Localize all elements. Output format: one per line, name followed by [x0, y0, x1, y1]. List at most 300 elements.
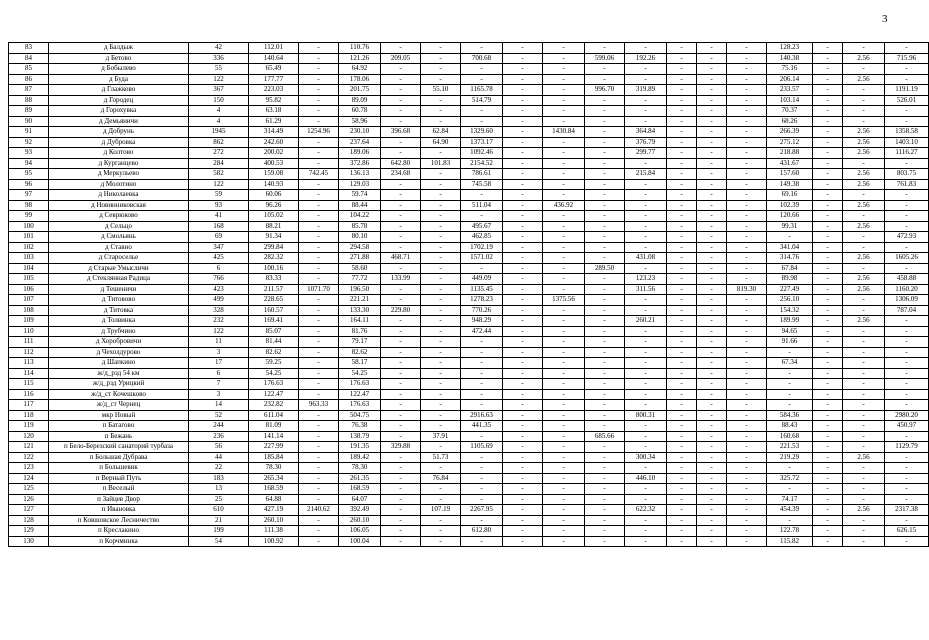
settlement-name-cell: д Курганцево	[49, 158, 189, 169]
value-cell: -	[461, 400, 503, 411]
value-cell: -	[697, 74, 727, 85]
value-cell: -	[543, 421, 585, 432]
value-cell: -	[697, 326, 727, 337]
value-cell: 819.30	[727, 284, 767, 295]
value-cell: -	[299, 452, 339, 463]
row-number-cell: 88	[9, 95, 49, 106]
row-number-cell: 119	[9, 421, 49, 432]
value-cell: -	[503, 53, 543, 64]
value-cell: -	[843, 442, 885, 453]
value-cell: -	[727, 137, 767, 148]
value-cell: -	[697, 305, 727, 316]
value-cell: -	[585, 379, 625, 390]
value-cell: -	[667, 494, 697, 505]
value-cell: -	[697, 379, 727, 390]
value-cell: 626.15	[885, 526, 929, 537]
value-cell: -	[299, 421, 339, 432]
value-cell: -	[843, 494, 885, 505]
value-cell: 472.93	[885, 232, 929, 243]
value-cell: 261.35	[339, 473, 381, 484]
value-cell: -	[503, 274, 543, 285]
value-cell: 328	[189, 305, 249, 316]
value-cell: -	[503, 515, 543, 526]
value-cell: 129.03	[339, 179, 381, 190]
value-cell: -	[843, 347, 885, 358]
value-cell: 94.65	[767, 326, 813, 337]
table-row	[9, 484, 929, 495]
value-cell: -	[667, 442, 697, 453]
value-cell: 100.92	[249, 536, 299, 547]
value-cell: -	[625, 211, 667, 222]
value-cell: -	[299, 431, 339, 442]
value-cell: 191.35	[339, 442, 381, 453]
value-cell: -	[813, 452, 843, 463]
value-cell: -	[461, 463, 503, 474]
value-cell: 299.77	[625, 148, 667, 159]
value-cell: -	[543, 484, 585, 495]
value-cell: -	[885, 200, 929, 211]
value-cell: -	[299, 116, 339, 127]
value-cell: 89.09	[339, 95, 381, 106]
value-cell: 111.38	[249, 526, 299, 537]
value-cell: 599.06	[585, 53, 625, 64]
value-cell: -	[667, 274, 697, 285]
value-cell: 221.53	[767, 442, 813, 453]
row-number-cell: 121	[9, 442, 49, 453]
row-number-cell: 91	[9, 127, 49, 138]
value-cell: -	[585, 316, 625, 327]
value-cell: 234.68	[381, 169, 421, 180]
row-number-cell: 90	[9, 116, 49, 127]
value-cell: -	[885, 263, 929, 274]
value-cell: -	[813, 389, 843, 400]
value-cell: 6	[189, 368, 249, 379]
value-cell: 185.84	[249, 452, 299, 463]
table-row	[9, 515, 929, 526]
value-cell: -	[727, 421, 767, 432]
value-cell: -	[299, 463, 339, 474]
value-cell: -	[299, 368, 339, 379]
value-cell: -	[843, 190, 885, 201]
settlement-name-cell: п Бело-Березский санаторий турбаза	[49, 442, 189, 453]
value-cell: -	[697, 106, 727, 117]
value-cell: 227.49	[767, 284, 813, 295]
value-cell: -	[585, 190, 625, 201]
value-cell: 91.34	[249, 232, 299, 243]
value-cell: -	[503, 232, 543, 243]
value-cell: -	[885, 463, 929, 474]
value-cell: -	[543, 358, 585, 369]
value-cell: -	[625, 347, 667, 358]
value-cell: -	[461, 358, 503, 369]
value-cell: -	[813, 337, 843, 348]
table-row	[9, 211, 929, 222]
value-cell: -	[381, 295, 421, 306]
value-cell: -	[697, 389, 727, 400]
row-number-cell: 111	[9, 337, 49, 348]
value-cell: -	[625, 463, 667, 474]
value-cell: -	[667, 421, 697, 432]
value-cell: 468.71	[381, 253, 421, 264]
value-cell: -	[843, 242, 885, 253]
value-cell: -	[767, 379, 813, 390]
value-cell: 1105.69	[461, 442, 503, 453]
settlement-name-cell: д Титовка	[49, 305, 189, 316]
settlement-name-cell: ж/д_ст Чернец	[49, 400, 189, 411]
value-cell: -	[585, 484, 625, 495]
row-number-cell: 96	[9, 179, 49, 190]
value-cell: -	[421, 221, 461, 232]
value-cell: 2.56	[843, 179, 885, 190]
value-cell: -	[503, 410, 543, 421]
value-cell: 59.74	[339, 190, 381, 201]
table-row	[9, 295, 929, 306]
value-cell: -	[503, 337, 543, 348]
value-cell: -	[697, 211, 727, 222]
table-row	[9, 536, 929, 547]
value-cell: -	[503, 179, 543, 190]
value-cell: 58.96	[339, 116, 381, 127]
value-cell: 2.56	[843, 274, 885, 285]
value-cell: -	[585, 43, 625, 54]
value-cell: -	[697, 463, 727, 474]
value-cell: -	[461, 389, 503, 400]
value-cell: -	[697, 53, 727, 64]
value-cell: 786.61	[461, 169, 503, 180]
settlement-name-cell: д Титовово	[49, 295, 189, 306]
value-cell: 44	[189, 452, 249, 463]
value-cell: 449.09	[461, 274, 503, 285]
value-cell: -	[667, 389, 697, 400]
value-cell: -	[421, 358, 461, 369]
value-cell: -	[813, 43, 843, 54]
value-cell: -	[299, 515, 339, 526]
value-cell: -	[461, 116, 503, 127]
row-number-cell: 83	[9, 43, 49, 54]
value-cell: 1571.02	[461, 253, 503, 264]
value-cell: -	[843, 158, 885, 169]
value-cell: -	[543, 389, 585, 400]
value-cell: 67.84	[767, 263, 813, 274]
value-cell: 237.64	[339, 137, 381, 148]
value-cell: -	[381, 536, 421, 547]
value-cell: -	[299, 221, 339, 232]
value-cell: 150	[189, 95, 249, 106]
value-cell: -	[667, 74, 697, 85]
value-cell: -	[421, 95, 461, 106]
value-cell: -	[697, 400, 727, 411]
value-cell: -	[543, 473, 585, 484]
value-cell: -	[381, 137, 421, 148]
value-cell: -	[299, 305, 339, 316]
settlement-name-cell: п Верный Путь	[49, 473, 189, 484]
value-cell: -	[421, 326, 461, 337]
value-cell: -	[667, 116, 697, 127]
value-cell: 948.29	[461, 316, 503, 327]
value-cell: -	[667, 137, 697, 148]
value-cell: 425	[189, 253, 249, 264]
value-cell: -	[667, 410, 697, 421]
value-cell: -	[727, 400, 767, 411]
value-cell: 54.25	[339, 368, 381, 379]
value-cell: -	[813, 116, 843, 127]
value-cell: 265.34	[249, 473, 299, 484]
value-cell: 1403.10	[885, 137, 929, 148]
value-cell: -	[543, 53, 585, 64]
value-cell: -	[299, 179, 339, 190]
value-cell: -	[543, 494, 585, 505]
value-cell: -	[843, 400, 885, 411]
value-cell: -	[421, 106, 461, 117]
value-cell: 289.50	[585, 263, 625, 274]
table-row	[9, 263, 929, 274]
value-cell: -	[381, 484, 421, 495]
value-cell: -	[543, 400, 585, 411]
value-cell: -	[885, 400, 929, 411]
value-cell: 612.80	[461, 526, 503, 537]
value-cell: 17	[189, 358, 249, 369]
value-cell: -	[813, 148, 843, 159]
value-cell: 446.10	[625, 473, 667, 484]
row-number-cell: 122	[9, 452, 49, 463]
table-row	[9, 137, 929, 148]
value-cell: -	[381, 421, 421, 432]
value-cell: -	[667, 505, 697, 516]
value-cell: 196.50	[339, 284, 381, 295]
value-cell: 85.78	[339, 221, 381, 232]
value-cell: 862	[189, 137, 249, 148]
value-cell: -	[381, 74, 421, 85]
value-cell: -	[543, 305, 585, 316]
value-cell: 55	[189, 64, 249, 75]
value-cell: 70.37	[767, 106, 813, 117]
value-cell: -	[813, 127, 843, 138]
table-row	[9, 200, 929, 211]
value-cell: -	[585, 305, 625, 316]
value-cell: -	[503, 127, 543, 138]
value-cell: -	[813, 515, 843, 526]
table-row	[9, 347, 929, 358]
row-number-cell: 118	[9, 410, 49, 421]
value-cell: -	[503, 200, 543, 211]
value-cell: -	[625, 295, 667, 306]
table-row	[9, 358, 929, 369]
value-cell: -	[503, 494, 543, 505]
value-cell: -	[843, 116, 885, 127]
value-cell: 282.32	[249, 253, 299, 264]
value-cell: -	[299, 536, 339, 547]
table-row	[9, 274, 929, 285]
value-cell: -	[299, 316, 339, 327]
value-cell: 37.91	[421, 431, 461, 442]
row-number-cell: 98	[9, 200, 49, 211]
value-cell: -	[697, 284, 727, 295]
value-cell: -	[461, 337, 503, 348]
value-cell: -	[843, 85, 885, 96]
value-cell: -	[503, 526, 543, 537]
row-number-cell: 101	[9, 232, 49, 243]
row-number-cell: 129	[9, 526, 49, 537]
value-cell: -	[503, 158, 543, 169]
value-cell: -	[843, 463, 885, 474]
value-cell: 60.78	[339, 106, 381, 117]
row-number-cell: 92	[9, 137, 49, 148]
value-cell: -	[813, 473, 843, 484]
value-cell: -	[667, 106, 697, 117]
value-cell: -	[461, 484, 503, 495]
value-cell: -	[813, 536, 843, 547]
value-cell: -	[885, 484, 929, 495]
value-cell: -	[543, 263, 585, 274]
value-cell: -	[585, 358, 625, 369]
row-number-cell: 99	[9, 211, 49, 222]
value-cell: 128.23	[767, 43, 813, 54]
value-cell: -	[585, 337, 625, 348]
value-cell: -	[299, 442, 339, 453]
value-cell: -	[813, 295, 843, 306]
value-cell: -	[543, 316, 585, 327]
value-cell: -	[727, 295, 767, 306]
value-cell: -	[625, 494, 667, 505]
value-cell: -	[727, 64, 767, 75]
value-cell: -	[727, 431, 767, 442]
value-cell: -	[543, 148, 585, 159]
value-cell: -	[885, 316, 929, 327]
settlement-name-cell: д Глажково	[49, 85, 189, 96]
value-cell: -	[585, 295, 625, 306]
value-cell: -	[381, 379, 421, 390]
value-cell: -	[421, 305, 461, 316]
value-cell: 200.02	[249, 148, 299, 159]
value-cell: -	[543, 326, 585, 337]
value-cell: -	[543, 232, 585, 243]
value-cell: 1160.20	[885, 284, 929, 295]
value-cell: -	[299, 158, 339, 169]
value-cell: 189.06	[339, 148, 381, 159]
table-row	[9, 326, 929, 337]
table-row	[9, 169, 929, 180]
settlement-name-cell: д Староселье	[49, 253, 189, 264]
table-row	[9, 53, 929, 64]
value-cell: -	[667, 158, 697, 169]
value-cell: -	[421, 43, 461, 54]
value-cell: -	[381, 526, 421, 537]
value-cell: 168.59	[339, 484, 381, 495]
value-cell: 56	[189, 442, 249, 453]
table-row	[9, 452, 929, 463]
value-cell: -	[625, 179, 667, 190]
value-cell: -	[503, 169, 543, 180]
table-row	[9, 190, 929, 201]
value-cell: 450.97	[885, 421, 929, 432]
value-cell: 157.60	[767, 169, 813, 180]
value-cell: -	[697, 242, 727, 253]
value-cell: 140.38	[767, 53, 813, 64]
value-cell: 206.14	[767, 74, 813, 85]
value-cell: -	[667, 326, 697, 337]
table-row	[9, 127, 929, 138]
value-cell: 122	[189, 326, 249, 337]
table-row	[9, 158, 929, 169]
value-cell: 431.08	[625, 253, 667, 264]
value-cell: 82.62	[249, 347, 299, 358]
value-cell: -	[667, 211, 697, 222]
value-cell: -	[727, 85, 767, 96]
value-cell: -	[813, 505, 843, 516]
value-cell: -	[461, 190, 503, 201]
value-cell: -	[381, 242, 421, 253]
value-cell: -	[421, 389, 461, 400]
value-cell: 105.02	[249, 211, 299, 222]
value-cell: 81.09	[249, 421, 299, 432]
settlement-name-cell: д Горохувка	[49, 106, 189, 117]
value-cell: -	[885, 515, 929, 526]
value-cell: 742.45	[299, 169, 339, 180]
value-cell: 133.99	[381, 274, 421, 285]
settlement-name-cell: д Чехолдурово	[49, 347, 189, 358]
value-cell: -	[667, 263, 697, 274]
row-number-cell: 95	[9, 169, 49, 180]
value-cell: -	[667, 316, 697, 327]
table-row	[9, 463, 929, 474]
value-cell: -	[421, 421, 461, 432]
value-cell: 2.56	[843, 74, 885, 85]
value-cell: -	[697, 263, 727, 274]
value-cell: -	[625, 190, 667, 201]
value-cell: -	[543, 463, 585, 474]
value-cell: 329.88	[381, 442, 421, 453]
row-number-cell: 109	[9, 316, 49, 327]
value-cell: -	[843, 263, 885, 274]
value-cell: -	[503, 253, 543, 264]
value-cell: -	[585, 221, 625, 232]
value-cell: 85.07	[249, 326, 299, 337]
value-cell: -	[421, 442, 461, 453]
value-cell: -	[727, 200, 767, 211]
value-cell: -	[727, 274, 767, 285]
value-cell: 582	[189, 169, 249, 180]
settlement-name-cell: д Дубровка	[49, 137, 189, 148]
value-cell: -	[667, 200, 697, 211]
table-row	[9, 421, 929, 432]
value-cell: -	[461, 347, 503, 358]
value-cell: 64.92	[339, 64, 381, 75]
value-cell: -	[503, 326, 543, 337]
table-row	[9, 43, 929, 54]
value-cell: -	[585, 148, 625, 159]
value-cell: -	[727, 379, 767, 390]
value-cell: -	[503, 431, 543, 442]
value-cell: 136.13	[339, 169, 381, 180]
value-cell: 59.25	[249, 358, 299, 369]
value-cell: 140.64	[249, 53, 299, 64]
value-cell: -	[625, 242, 667, 253]
value-cell: -	[585, 400, 625, 411]
value-cell: -	[421, 368, 461, 379]
table-row	[9, 526, 929, 537]
value-cell: 67.34	[767, 358, 813, 369]
value-cell: -	[585, 526, 625, 537]
value-cell: -	[625, 484, 667, 495]
value-cell: 244	[189, 421, 249, 432]
value-cell: 1165.78	[461, 85, 503, 96]
value-cell: -	[421, 74, 461, 85]
value-cell: 22	[189, 463, 249, 474]
value-cell: -	[843, 232, 885, 243]
value-cell: -	[813, 358, 843, 369]
value-cell: -	[697, 274, 727, 285]
value-cell: -	[667, 64, 697, 75]
